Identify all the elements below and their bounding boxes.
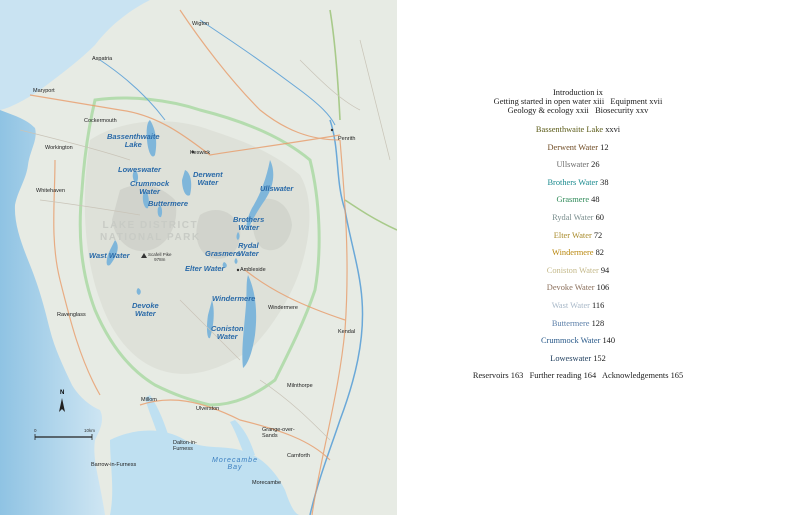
contents-entry-name: Ullswater — [556, 160, 590, 170]
contents-entry-name: Elter Water — [553, 230, 592, 240]
town-label-keswick: Keswick — [190, 150, 211, 156]
contents-entry-name: Bassenthwaite Lake — [535, 125, 604, 134]
contents-entry-page: 12 — [600, 142, 609, 152]
map-graphic — [0, 0, 397, 515]
town-label-ulverston: Ulverston — [196, 406, 220, 412]
contents-entry-name: Devoke Water — [546, 283, 595, 293]
lake-label-wast-water: Wast Water — [89, 251, 130, 260]
contents-entry-name: Rydal Water — [552, 213, 594, 222]
lake-label-rydal: Rydal Water — [238, 241, 259, 258]
summit-label-scafell-pike: Scafell Pike 978m — [148, 252, 172, 262]
town-label-workington: Workington — [45, 145, 73, 151]
contents-entry-page: 60 — [595, 213, 604, 222]
contents-entry[interactable] — [397, 319, 759, 328]
contents-entry-page: 94 — [600, 265, 610, 275]
contents-entry-page: 48 — [591, 195, 600, 205]
town-label-ravenglass: Ravenglass — [57, 312, 86, 318]
lake-label-crummock: Crummock Water — [130, 179, 170, 196]
town-label-milnthorpe: Milnthorpe — [287, 383, 313, 389]
contents-entry-page: 38 — [600, 177, 609, 187]
town-label-penrith: Penrith — [338, 136, 356, 142]
town-label-cockermouth: Cockermouth — [84, 118, 117, 124]
contents-page — [397, 0, 800, 515]
lake-label-elter: Elter Water — [185, 264, 225, 273]
town-label-carnforth: Carnforth — [287, 453, 310, 459]
contents-entry[interactable] — [397, 143, 759, 152]
contents-entry[interactable] — [397, 266, 759, 275]
contents-intro-line-1: Introduction ix — [552, 88, 603, 97]
contents-entry-name: Coniston Water — [546, 265, 599, 275]
town-label-windermere: Windermere — [268, 305, 298, 311]
contents-entry-page: 128 — [591, 318, 605, 328]
contents-entry[interactable] — [397, 354, 759, 363]
contents-intro-line-3: Geology & ecology xxii Biosecurity xxv — [507, 106, 649, 115]
lake-label-windermere: Windermere — [212, 294, 256, 303]
lake-district-map — [0, 0, 397, 515]
contents-entry-name: Buttermere — [551, 318, 590, 328]
contents-entry[interactable] — [397, 125, 759, 134]
contents-entry[interactable] — [397, 283, 759, 292]
lake-label-derwent: Derwent Water — [193, 170, 223, 187]
contents-entry-page: xxvi — [605, 125, 621, 134]
lake-label-devoke: Devoke Water — [132, 301, 159, 318]
contents-entry-name: Windermere — [552, 248, 594, 258]
lake-label-brothers: Brothers Water — [233, 215, 265, 232]
scale-start-label: 0 — [34, 428, 37, 433]
contents-entry-name: Wast Water — [551, 301, 590, 310]
contents-entry-name: Crummock Water — [540, 336, 601, 346]
contents-entry-name: Brothers Water — [547, 177, 599, 187]
lake-label-loweswater: Loweswater — [118, 165, 161, 174]
lake-label-bassenthwaite: Bassenthwaite Lake — [107, 132, 160, 149]
contents-entry[interactable] — [397, 178, 759, 187]
contents-entry-page: 26 — [591, 160, 600, 170]
contents-entry[interactable] — [397, 248, 759, 257]
contents-footer-line: Reservoirs 163 Further reading 164 Acknowledgements 165 — [472, 371, 684, 380]
contents-entry-page: 116 — [592, 301, 605, 310]
contents-entry[interactable] — [397, 195, 759, 204]
contents-entry[interactable] — [397, 213, 759, 222]
national-park-label: LAKE DISTRICT NATIONAL PARK — [100, 220, 201, 243]
contents-entry-page: 152 — [593, 353, 606, 363]
contents-entry-page: 82 — [595, 248, 604, 258]
contents-entry-page: 106 — [596, 283, 610, 293]
contents-entry-page: 72 — [593, 230, 603, 240]
town-label-ambleside: Ambleside — [240, 267, 266, 273]
lake-label-coniston: Coniston Water — [211, 324, 244, 341]
town-label-wigton: Wigton — [192, 21, 210, 27]
town-label-dalton-in-furness: Dalton-in- Furness — [173, 440, 197, 452]
north-label: N — [60, 390, 65, 396]
town-label-aspatria: Aspatria — [92, 56, 113, 62]
contents-entry-name: Loweswater — [550, 353, 592, 363]
town-label-whitehaven: Whitehaven — [36, 188, 66, 194]
sea-label-morecambe-bay: Morecambe Bay — [212, 457, 258, 471]
town-label-kendal: Kendal — [338, 329, 356, 335]
town-label-millom: Millom — [141, 397, 157, 403]
town-label-morecambe: Morecambe — [252, 480, 282, 486]
contents-entry[interactable] — [397, 336, 759, 345]
lake-label-ullswater: Ullswater — [260, 184, 294, 193]
contents-entry[interactable] — [397, 301, 759, 310]
town-label-grange-over-sands: Grange-over- Sands — [262, 427, 295, 439]
contents-entry[interactable] — [397, 160, 759, 169]
lake-label-grasmere: Grasmere — [205, 249, 241, 258]
town-label-maryport: Maryport — [33, 88, 55, 94]
contents-intro-line-2: Getting started in open water xiii Equipment xvii — [493, 97, 663, 106]
scale-end-label: 10km — [84, 428, 96, 433]
lake-label-buttermere: Buttermere — [148, 199, 189, 208]
contents-entry-name: Derwent Water — [547, 142, 599, 152]
town-label-barrow-in-furness: Barrow-in-Furness — [91, 462, 137, 468]
contents-entry-page: 140 — [602, 336, 616, 346]
contents-entry-name: Grasmere — [556, 195, 590, 205]
contents-entry[interactable] — [397, 231, 759, 240]
